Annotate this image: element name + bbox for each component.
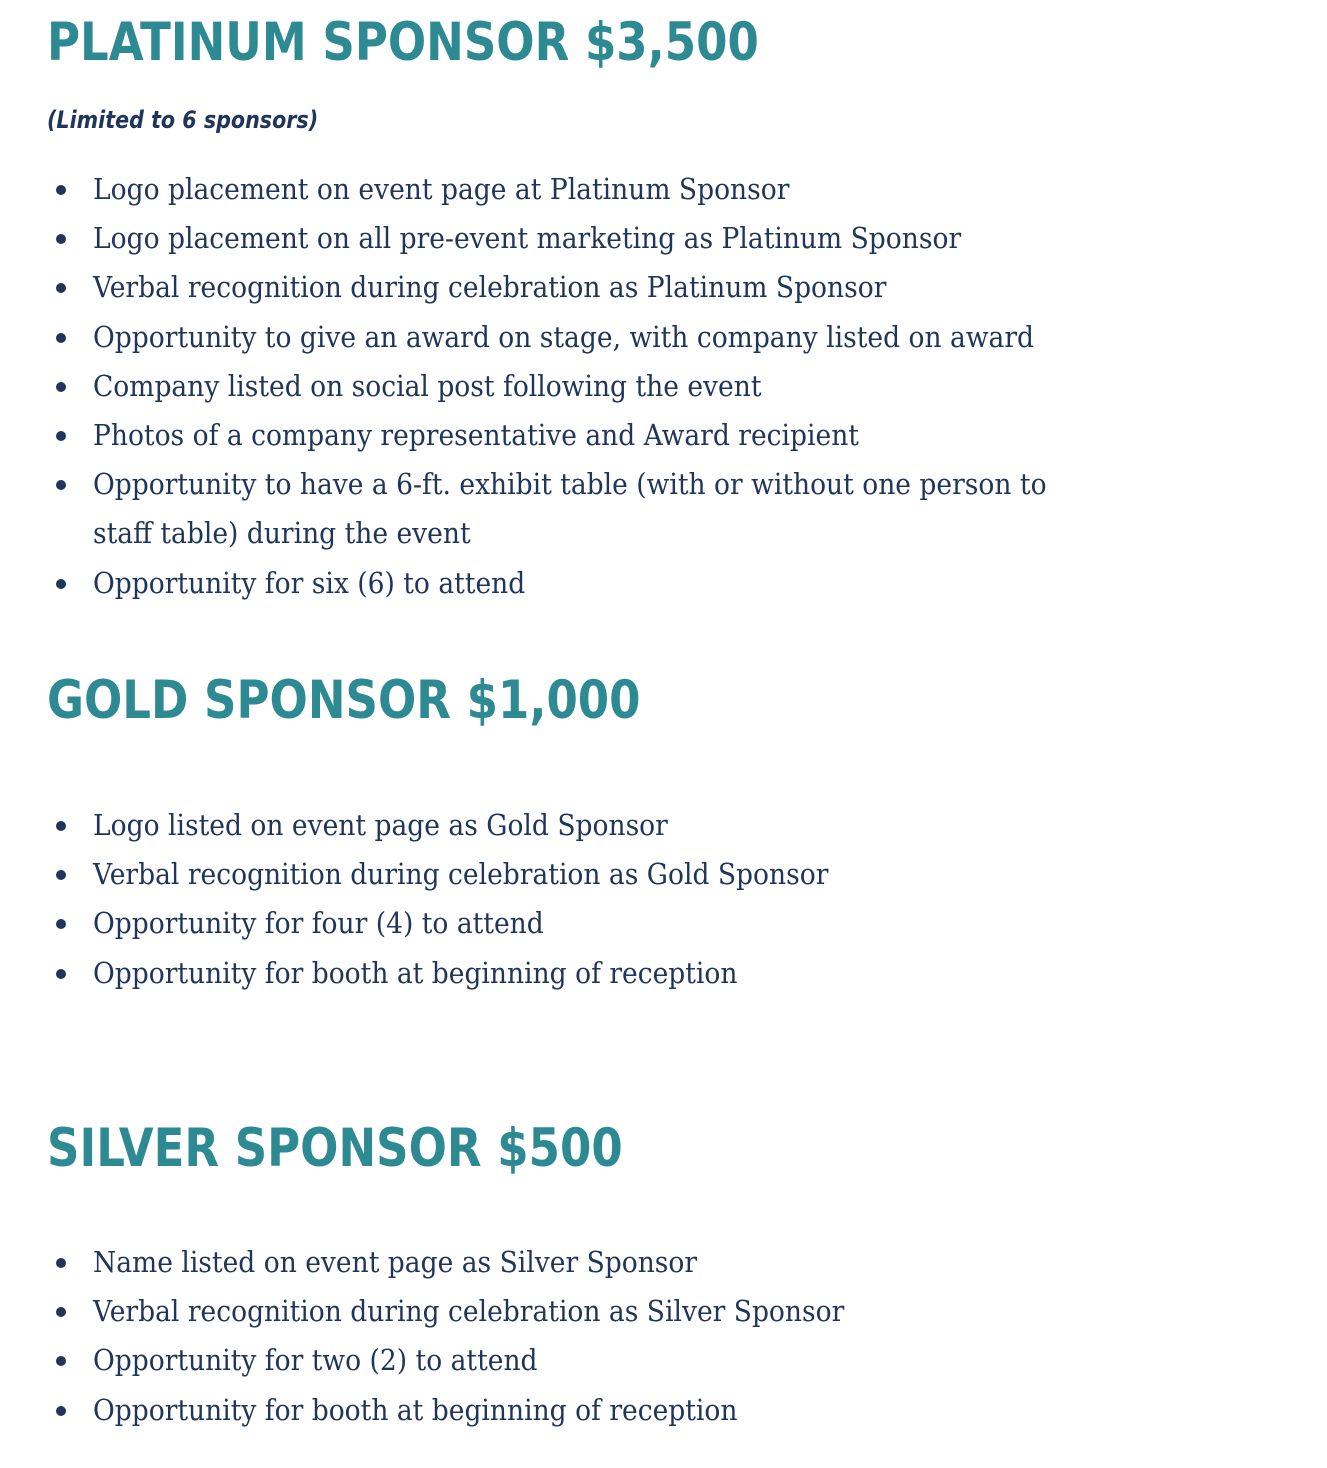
gold-heading: GOLD SPONSOR $1,000 — [47, 670, 641, 731]
list-item: Verbal recognition during celebration as Silver Sponsor — [0, 1287, 1300, 1336]
bullet-icon — [56, 969, 66, 979]
bullet-icon — [56, 870, 66, 880]
bullet-icon — [56, 283, 66, 293]
list-item: Verbal recognition during celebration as Platinum Sponsor — [0, 263, 1300, 312]
list-item: Name listed on event page as Silver Sponsor — [0, 1238, 1300, 1287]
list-item: Verbal recognition during celebration as Gold Sponsor — [0, 850, 1300, 899]
list-item: Opportunity for booth at beginning of reception — [0, 1386, 1300, 1435]
list-item: Opportunity to have a 6-ft. exhibit table (with or without one person to staff table) during the event — [0, 460, 1300, 558]
bullet-icon — [56, 480, 66, 490]
list-item: Opportunity to give an award on stage, with company listed on award — [0, 313, 1300, 362]
silver-heading: SILVER SPONSOR $500 — [47, 1118, 623, 1179]
list-item: Photos of a company representative and Award recipient — [0, 411, 1300, 460]
bullet-icon — [56, 234, 66, 244]
bullet-icon — [56, 431, 66, 441]
list-item: Logo placement on all pre-event marketing as Platinum Sponsor — [0, 214, 1300, 263]
platinum-benefits-list — [0, 165, 1300, 608]
gold-benefits-list — [0, 801, 1300, 998]
silver-benefits-list — [0, 1238, 1300, 1435]
bullet-icon — [56, 1258, 66, 1268]
bullet-icon — [56, 382, 66, 392]
bullet-icon — [56, 579, 66, 589]
bullet-icon — [56, 1307, 66, 1317]
platinum-limit-note: (Limited to 6 sponsors) — [47, 106, 319, 134]
bullet-icon — [56, 919, 66, 929]
list-item: Opportunity for two (2) to attend — [0, 1336, 1300, 1385]
bullet-icon — [56, 1406, 66, 1416]
bullet-icon — [56, 821, 66, 831]
list-item: Company listed on social post following the event — [0, 362, 1300, 411]
bullet-icon — [56, 333, 66, 343]
bullet-icon — [56, 185, 66, 195]
bullet-icon — [56, 1356, 66, 1366]
list-item: Logo listed on event page as Gold Sponsor — [0, 801, 1300, 850]
list-item: Opportunity for four (4) to attend — [0, 899, 1300, 948]
list-item: Logo placement on event page at Platinum Sponsor — [0, 165, 1300, 214]
list-item: Opportunity for six (6) to attend — [0, 559, 1300, 608]
platinum-heading: PLATINUM SPONSOR $3,500 — [47, 12, 759, 73]
list-item: Opportunity for booth at beginning of reception — [0, 949, 1300, 998]
